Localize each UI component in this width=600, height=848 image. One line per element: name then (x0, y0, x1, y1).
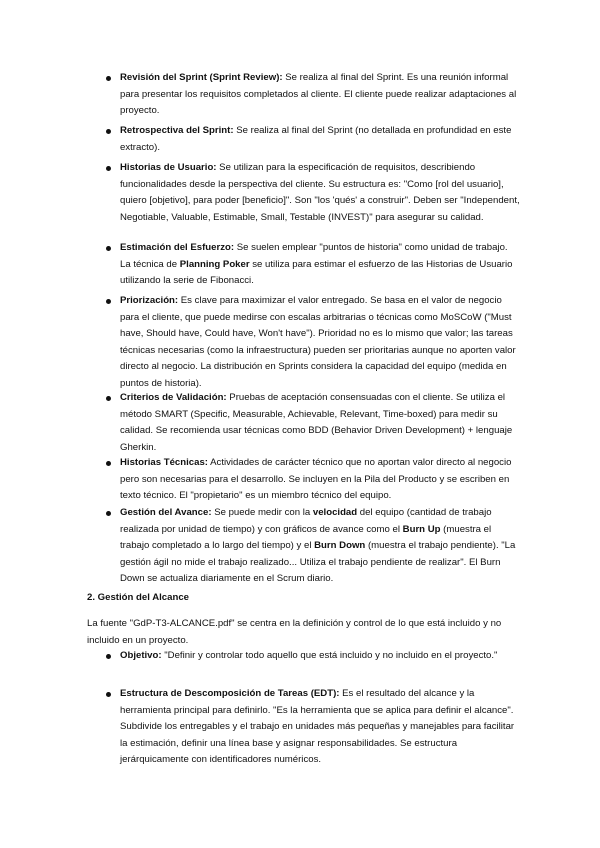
item-term: Criterios de Validación: (120, 392, 227, 403)
bullet-icon (106, 654, 111, 659)
bullet-icon (106, 511, 111, 516)
item-bold-inline: Burn Down (314, 540, 366, 551)
bullet-icon (106, 396, 111, 401)
item-term: Historias Técnicas: (120, 457, 208, 468)
item-text: Se realiza al final del Sprint (no detallada en profundidad en este extracto). (120, 125, 512, 153)
item-term: Retrospectiva del Sprint: (120, 125, 234, 136)
bullet-icon (106, 166, 111, 171)
item-text: Se realiza al final del Sprint. Es una reunión informal para presentar los requisitos completados al cliente. El cliente puede realizar adaptaciones al proyecto. (120, 72, 517, 116)
item-bold-inline: Burn Up (402, 523, 441, 535)
list-item-prioritization (120, 293, 520, 392)
item-term: Estructura de Descomposición de Tareas (EDT): (120, 688, 340, 699)
bullet-icon (106, 692, 111, 697)
list-item-user-stories (120, 160, 520, 226)
item-bold-inline: velocidad (312, 507, 358, 518)
item-text: Se puede medir con la (211, 507, 313, 518)
item-text: Es clave para maximizar el valor entregado. Se basa en el valor de negocio para el cliente, que puede medirse con escalas arbitrarias o técnicas como MoSCoW ("Must have, Should have, Could have, Won't have"). Prioridad no es lo mismo que valor; las tareas técnicas necesarias (como la infraestructura) pueden ser prioritarias aunque no aporten valor directo al negocio. La distribución en Sprints considera la capacidad del equipo (medida en puntos de historia). (120, 295, 516, 389)
item-text: (muestra el trabajo pendiente). "La gestión ágil no mide el trabajo realizado... Utiliza el trabajo pendiente de realizar". El Burn Down se actualiza diariamente en el Scrum diario. (120, 540, 516, 584)
bullet-icon (106, 76, 111, 81)
item-text: Es el resultado del alcance y la herramienta principal para definirlo. "Es la herramienta que se aplica para definir el alcance". Subdivide los entregables y el trabajo en unidades más pequeñas y manejables para facilitar la estimación, definir una línea base y asignar responsabilidades. Se estructura jerárquicamente con identificadores numéricos. (120, 688, 515, 765)
bullet-icon (106, 461, 111, 466)
bullet-icon (106, 129, 111, 134)
list-item-objective (120, 648, 520, 665)
list-item-progress-management (120, 505, 520, 588)
list-item-technical-stories (120, 455, 520, 505)
item-term: Gestión del Avance: (120, 507, 212, 518)
item-term: Priorización: (120, 295, 179, 306)
bullet-icon (106, 299, 111, 304)
section-intro-paragraph: La fuente "GdP-T3-ALCANCE.pdf" se centra en la definición y control de lo que está incluido y no incluido en un proyecto. (87, 618, 502, 646)
item-term: Objetivo: (120, 650, 162, 661)
item-term: Estimación del Esfuerzo: (120, 242, 235, 253)
item-text: Se suelen emplear "puntos de historia" como unidad de trabajo. La técnica de (120, 242, 508, 270)
item-text: del equipo (cantidad de trabajo realizada por unidad de tiempo) y con gráficos de avance como el (120, 507, 492, 535)
item-text: se utiliza para estimar el esfuerzo de las Historias de Usuario utilizando la serie de Fibonacci. (120, 258, 513, 286)
item-text: Actividades de carácter técnico que no aportan valor directo al negocio pero son necesarias para el desarrollo. Se incluyen en la Pila del Producto y se escriben en texto técnico. El "propietario" es un miembro técnico del equipo. (120, 457, 512, 501)
list-item-sprint-review (120, 70, 520, 120)
item-text: Pruebas de aceptación consensuadas con el cliente. Se utiliza el método SMART (Specific, Measurable, Achievable, Relevant, Time-boxed) para medir su calidad. Se recomienda usar técnicas como BDD (Behavior Driven Development) + lenguaje Gherkin. (120, 392, 513, 453)
item-text: (muestra el trabajo completado a lo largo del tiempo) y el (120, 523, 492, 551)
item-term: Historias de Usuario: (120, 162, 217, 173)
list-item-edt (120, 686, 520, 769)
item-term: Revisión del Sprint (Sprint Review): (120, 72, 283, 83)
list-item-retrospective (120, 123, 520, 156)
section-heading: 2. Gestión del Alcance (87, 592, 190, 603)
list-item-validation-criteria (120, 390, 520, 456)
item-bold-inline: Planning Poker (179, 258, 250, 270)
bullet-icon (106, 246, 111, 251)
item-text: "Definir y controlar todo aquello que está incluido y no incluido en el proyecto." (161, 650, 498, 661)
list-item-effort-estimation (120, 240, 520, 290)
item-text: Se utilizan para la especificación de requisitos, describiendo funcionalidades desde la perspectiva del cliente. Su estructura es: "Como [rol del usuario], quiero [objetivo], para poder [beneficio]". Son "los 'qués' a construir". Deben ser "Independent, Negotiable, Valuable, Estimable, Small, Testable (INVEST)" para asegurar su calidad. (120, 162, 520, 223)
